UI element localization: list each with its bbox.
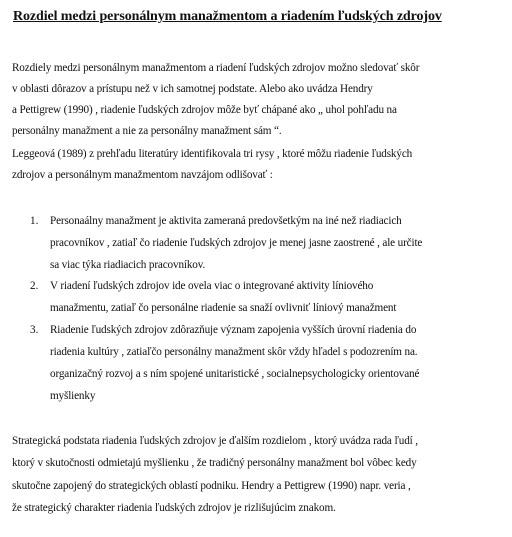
intro-line: v oblasti dôrazov a prístupu než v ich samotnej podstate. Alebo ako uvádza Hendry xyxy=(12,83,373,95)
list-item-line: pracovníkov , zatiaľ čo riadenie ľudských zdrojov je menej jasne zaostrené , ale určite xyxy=(50,237,423,249)
list-item-number: 2. xyxy=(30,280,39,292)
list-item-line: Riadenie ľudských zdrojov zdôrazňuje význam zapojenia vyšších úrovní riadenia do xyxy=(50,324,417,336)
list-item-line: Personaálny manažment je aktivita zameraná predovšetkým na iné než riadiacich xyxy=(50,215,402,227)
intro-line: personálny manažment a nie za personálny manažment sám “. xyxy=(12,125,282,137)
list-item-line: manažmentu, zatiaľ čo personálne riadenie sa snaží ovlivniť líniový manažment xyxy=(50,302,397,314)
intro-line: Leggeová (1989) z prehľadu literatúry identifikovala tri rysy , ktoré môžu riadenie ľudských xyxy=(12,148,413,160)
list-item-number: 1. xyxy=(30,215,39,227)
list-item-line: sa viac týka riadiacich pracovníkov. xyxy=(50,259,206,271)
intro-line: Rozdiely medzi personálnym manažmentom a riadení ľudských zdrojov možno sledovať skôr xyxy=(12,62,420,74)
list-item-line: organizačný rozvoj a s ním spojené unitaristické , socialnepsychologicky orientované xyxy=(50,368,420,380)
document-title: Rozdiel medzi personálnym manažmentom a riadením ľudských zdrojov xyxy=(13,9,442,24)
list-item-line: V riadení ľudských zdrojov ide ovela viac o integrované aktivity líniového xyxy=(50,280,374,292)
closing-line: ktorý v skutočnosti odmietajú myšlienku , že tradičný personálny manažment bol vôbec kedy xyxy=(12,457,417,469)
closing-line: že strategický charakter riadenia ľudských zdrojov je rizlišujúcim znakom. xyxy=(12,502,336,514)
list-item-number: 3. xyxy=(30,324,39,336)
closing-line: skutočne zapojený do strategických oblastí podniku. Hendry a Pettigrew (1990) napr. veria , xyxy=(12,480,411,492)
closing-line: Strategická podstata riadenia ľudských zdrojov je ďalším rozdielom , ktorý uvádza rada ľudí , xyxy=(12,435,418,447)
intro-line: zdrojov a personálnym manažmentom navzájom odlišovať : xyxy=(12,169,273,181)
intro-line: a Pettigrew (1990) , riadenie ľudských zdrojov môže byť chápané ako „ uhol pohľadu na xyxy=(12,104,397,116)
list-item-line: riadenia kultúry , zatiaľčo personálny manažment skôr vždy hľadel s podozrením na. xyxy=(50,346,418,358)
list-item-line: myšlienky xyxy=(50,390,96,402)
